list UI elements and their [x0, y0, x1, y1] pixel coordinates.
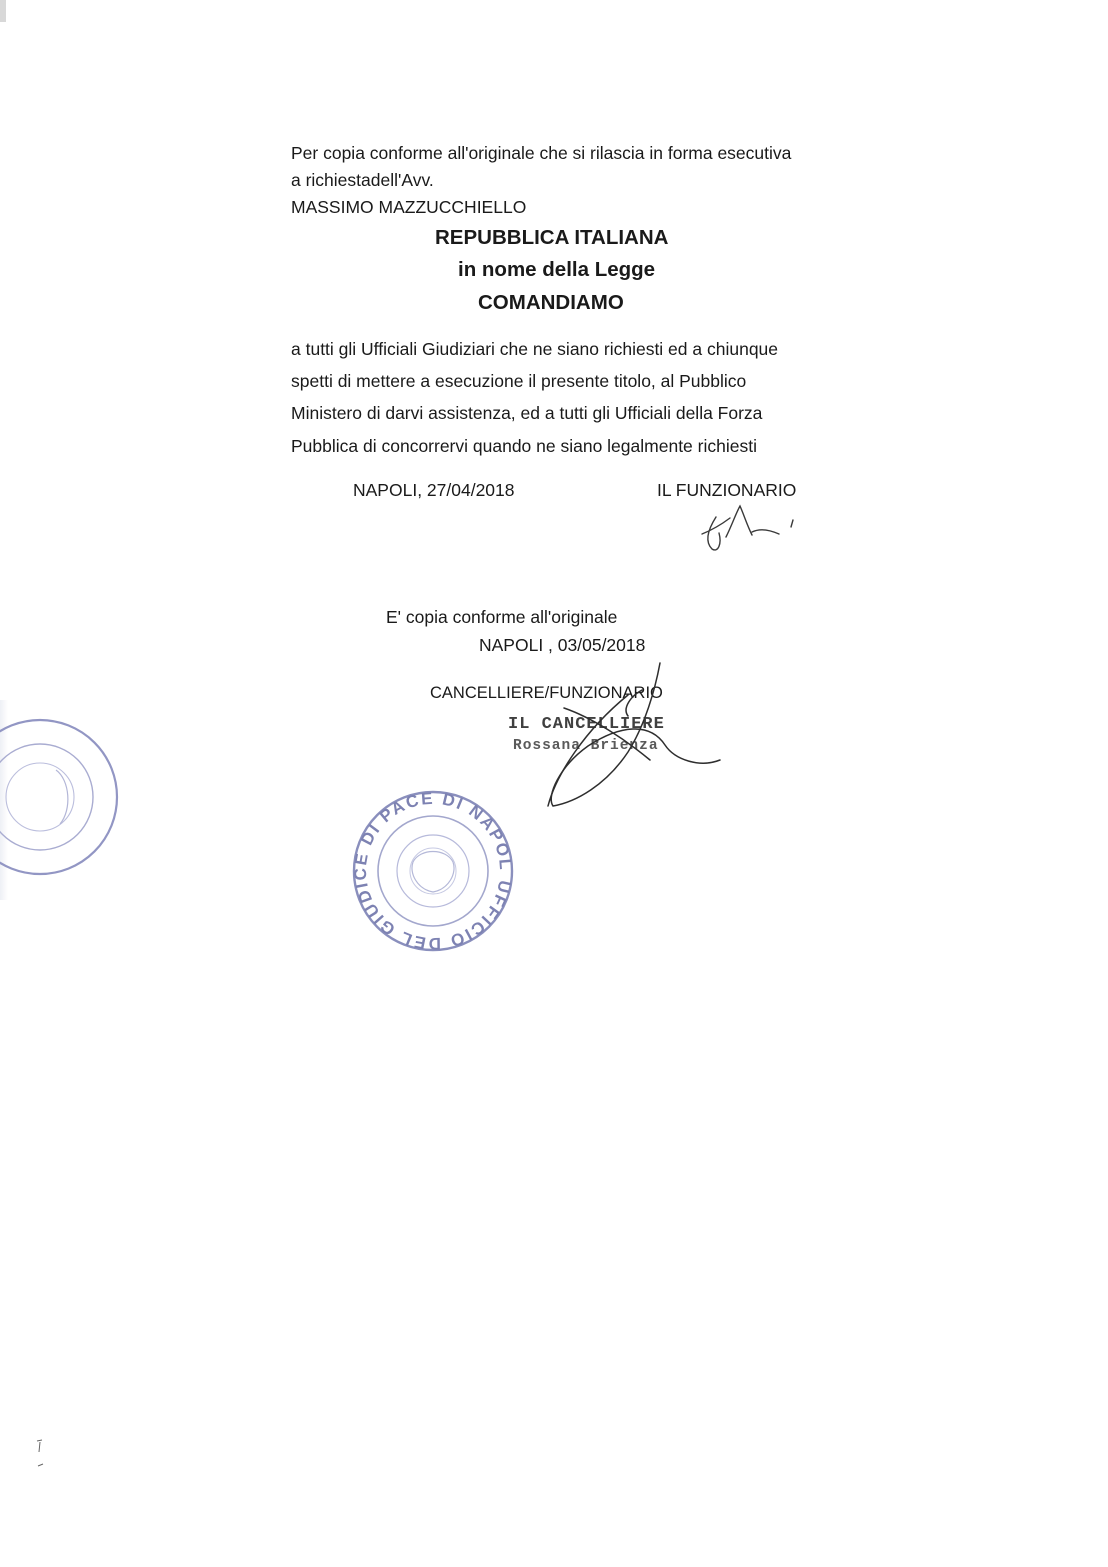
certification-place-date: NAPOLI , 03/05/2018	[479, 635, 646, 655]
scan-artifact-left	[0, 700, 8, 900]
title-republic: REPUBBLICA ITALIANA	[435, 226, 669, 249]
signature-funzionario	[702, 506, 793, 550]
margin-mark	[37, 1440, 43, 1466]
stamp-name: Rossana Brienza	[513, 738, 659, 754]
header-line-1: Per copia conforme all'originale che si rilascia in forma esecutiva	[291, 143, 792, 163]
partial-seal-left	[0, 720, 117, 874]
body-line-1: a tutti gli Ufficiali Giudiziari che ne siano richiesti ed a chiunque	[291, 339, 779, 359]
header-line-2: a richiestadell'Avv.	[291, 170, 434, 190]
scan-artifact-top	[0, 0, 6, 22]
place-date-1: NAPOLI, 27/04/2018	[353, 480, 515, 500]
stamp-title: IL CANCELLIERE	[508, 715, 665, 734]
title-command: COMANDIAMO	[478, 291, 624, 314]
body-line-4: Pubblica di concorrervi quando ne siano legalmente richiesti	[291, 436, 757, 456]
official-seal	[351, 789, 870, 1567]
header-line-3: MASSIMO MAZZUCCHIELLO	[291, 197, 527, 217]
role-funzionario: IL FUNZIONARIO	[657, 480, 797, 500]
body-line-2: spetti di mettere a esecuzione il presente titolo, al Pubblico	[291, 371, 747, 391]
certification-statement: E' copia conforme all'originale	[386, 607, 618, 627]
certification-role: CANCELLIERE/FUNZIONARIO	[430, 684, 663, 702]
title-law: in nome della Legge	[458, 258, 656, 281]
seal-text: UFFICIO DEL GIUDICE DI PACE DI NAPOL	[350, 788, 516, 954]
body-line-3: Ministero di darvi assistenza, ed a tutti gli Ufficiali della Forza	[291, 403, 763, 423]
